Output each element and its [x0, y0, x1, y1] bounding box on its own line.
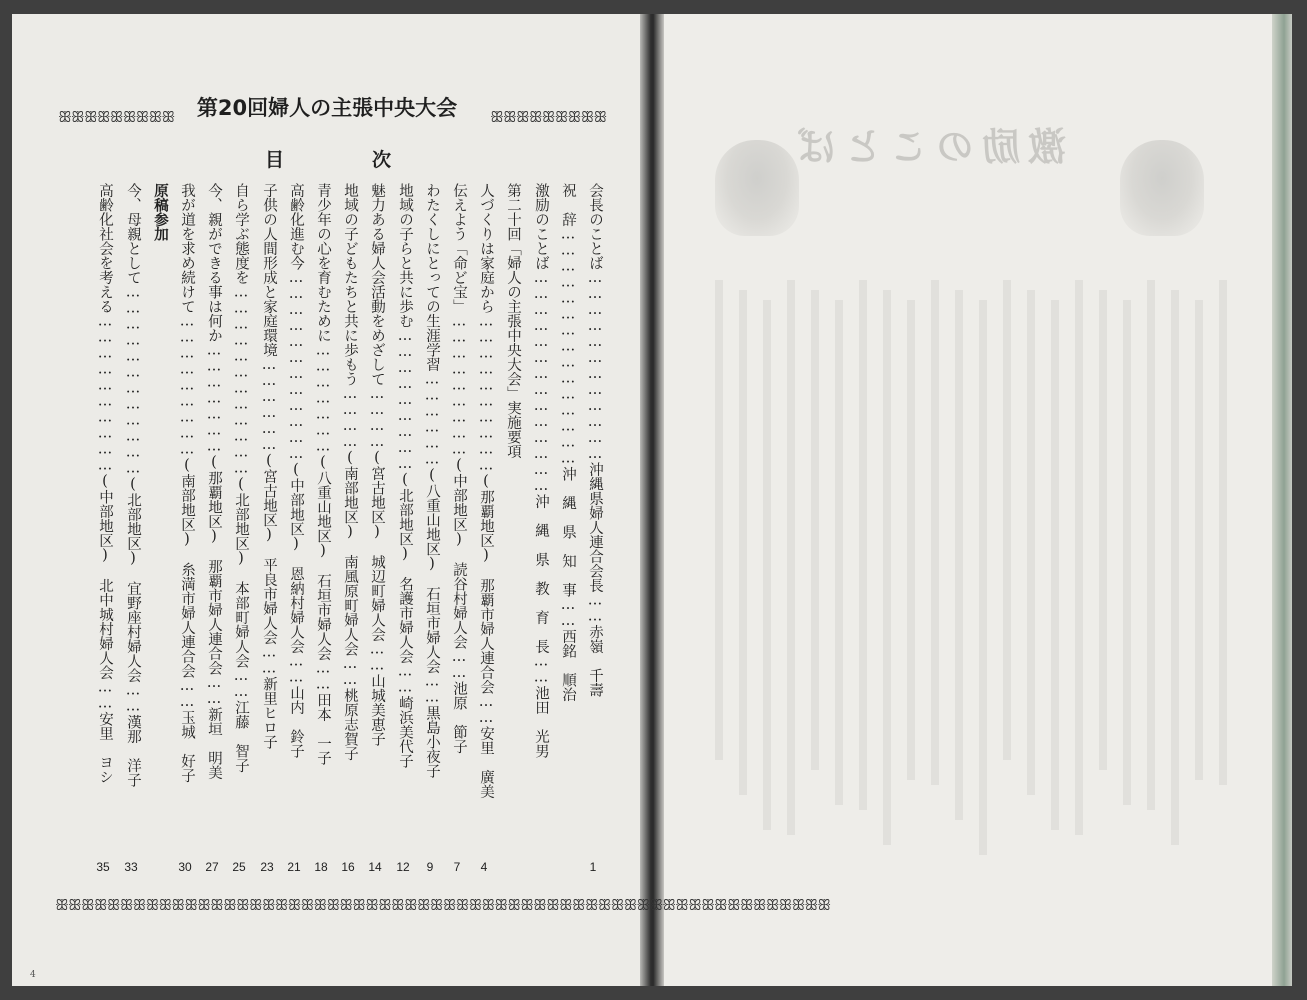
ghost-portrait-2 [715, 140, 799, 236]
page-edge [1272, 14, 1292, 986]
ornament-bottom: ꕥꕥꕥꕥꕥꕥꕥꕥꕥꕥꕥꕥꕥꕥꕥꕥꕥꕥꕥꕥꕥꕥꕥꕥꕥꕥꕥꕥꕥꕥꕥꕥꕥꕥꕥꕥꕥꕥꕥꕥꕥꕥꕥꕥꕥꕥꕥꕥꕥꕥꕥꕥꕥꕥꕥꕥꕥꕥꕥꕥ [55, 896, 831, 914]
toc-entry: 地域の子どもたちと共に歩もう…………(南部地区) 南風原町婦人会……桃原志賀子 [342, 183, 358, 761]
ghost-text-line [835, 300, 843, 805]
toc-entry: 地域の子らと共に歩む………………………(北部地区) 名護市婦人会……崎浜美代子 [397, 183, 413, 768]
ghost-text-line [1003, 280, 1011, 760]
toc-entry: 青少年の心を育むために…………………(八重山地区) 石垣市婦人会……田本 一子 [315, 183, 331, 765]
ghost-text-line [1051, 300, 1059, 830]
ghost-text-line [1219, 280, 1227, 785]
book-spine [640, 14, 664, 986]
toc-entry: 子供の人間形成と家庭環境………………(宮古地区) 平良市婦人会……新里ヒロ子 [261, 183, 277, 749]
toc-heading-2: 次 [372, 149, 392, 171]
ghost-text-line [787, 280, 795, 835]
ghost-portrait-1 [1120, 140, 1204, 236]
toc-page-number: 1 [589, 860, 597, 874]
ornament-left: ꕥꕥꕥꕥꕥꕥꕥꕥꕥ [58, 108, 175, 126]
ghost-text-line [1075, 280, 1083, 835]
ghost-heading: 激励のことば [790, 125, 1067, 169]
toc-page-number: 21 [287, 860, 301, 874]
toc-entry: 高齢化進む今………………………………(中部地区) 恩納村婦人会……山内 鈴子 [288, 183, 304, 758]
toc-page-number: 4 [480, 860, 488, 874]
toc-entry: 祝 辞………………………………………沖 縄 県 知 事……西銘 順治 [560, 183, 576, 702]
toc-page-number: 14 [368, 860, 382, 874]
corner-mark: 4 [30, 970, 36, 980]
toc-entry: 高齢化社会を考える…………………………(中部地区) 北中城村婦人会……安里 ヨシ [97, 183, 113, 784]
toc-page-number: 25 [232, 860, 246, 874]
toc-entry: 原稿参加 [152, 183, 168, 241]
toc-entry: 我が道を求め続けて………………………(南部地区) 糸満市婦人連合会……玉城 好子 [179, 183, 195, 783]
ghost-text-line [1195, 300, 1203, 780]
ghost-text-line [931, 280, 939, 785]
toc-entry: 激励のことば……………………………………沖 縄 県 教 育 長……池田 光男 [533, 183, 549, 758]
ghost-text-line [715, 280, 723, 760]
toc-entry: 今、母親として………………………………(北部地区) 宜野座村婦人会……漢那 洋子 [125, 183, 141, 787]
ghost-text-line [907, 300, 915, 780]
ghost-text-line [1123, 300, 1131, 805]
toc-page-number: 27 [205, 860, 219, 874]
toc-page-number: 9 [426, 860, 434, 874]
toc-entry: 第二十回「婦人の主張中央大会」実施要項 [505, 183, 521, 459]
page-title: 第20回婦人の主張中央大会 [196, 96, 458, 120]
ghost-text-line [1099, 290, 1107, 770]
toc-entry: わたくしにとっての生涯学習………………(八重山地区) 石垣市婦人会……黒島小夜子 [424, 183, 440, 778]
toc-entry: 会長のことば………………………………沖縄県婦人連合会長……赤嶺 千壽 [587, 183, 603, 697]
ghost-text-line [811, 290, 819, 770]
toc-entry: 伝えよう「命ど宝」………………………(中部地区) 読谷村婦人会……池原 節子 [451, 183, 467, 754]
ghost-text-line [883, 290, 891, 845]
toc-page-number: 23 [260, 860, 274, 874]
toc-page-number: 35 [96, 860, 110, 874]
ghost-text-line [859, 280, 867, 810]
toc-entry: 自ら学ぶ態度を………………………………(北部地区) 本部町婦人会……江藤 智子 [233, 183, 249, 773]
ghost-text-line [739, 290, 747, 795]
toc-page-number: 30 [178, 860, 192, 874]
toc-entry: 今、親ができる事は何か…………………(那覇地区) 那覇市婦人連合会……新垣 明美 [206, 183, 222, 780]
toc-page-number: 7 [453, 860, 461, 874]
toc-page-number: 12 [396, 860, 410, 874]
toc-page-number: 18 [314, 860, 328, 874]
ghost-text-line [763, 300, 771, 830]
toc-heading-1: 目 [265, 149, 285, 171]
toc-page-number: 16 [341, 860, 355, 874]
ghost-text-line [1147, 280, 1155, 810]
ghost-text-line [955, 290, 963, 820]
ghost-text-line [979, 300, 987, 855]
ghost-text-line [1027, 290, 1035, 795]
toc-entry: 人づくりは家庭から…………………………(那覇地区) 那覇市婦人連合会……安里 廣美 [478, 183, 494, 799]
toc-page-number: 33 [124, 860, 138, 874]
toc-entry: 魅力ある婦人会活動をめざして…………(宮古地区) 城辺町婦人会……山城美恵子 [369, 183, 385, 746]
ornament-right: ꕥꕥꕥꕥꕥꕥꕥꕥꕥ [490, 108, 607, 126]
ghost-text-line [1171, 290, 1179, 845]
